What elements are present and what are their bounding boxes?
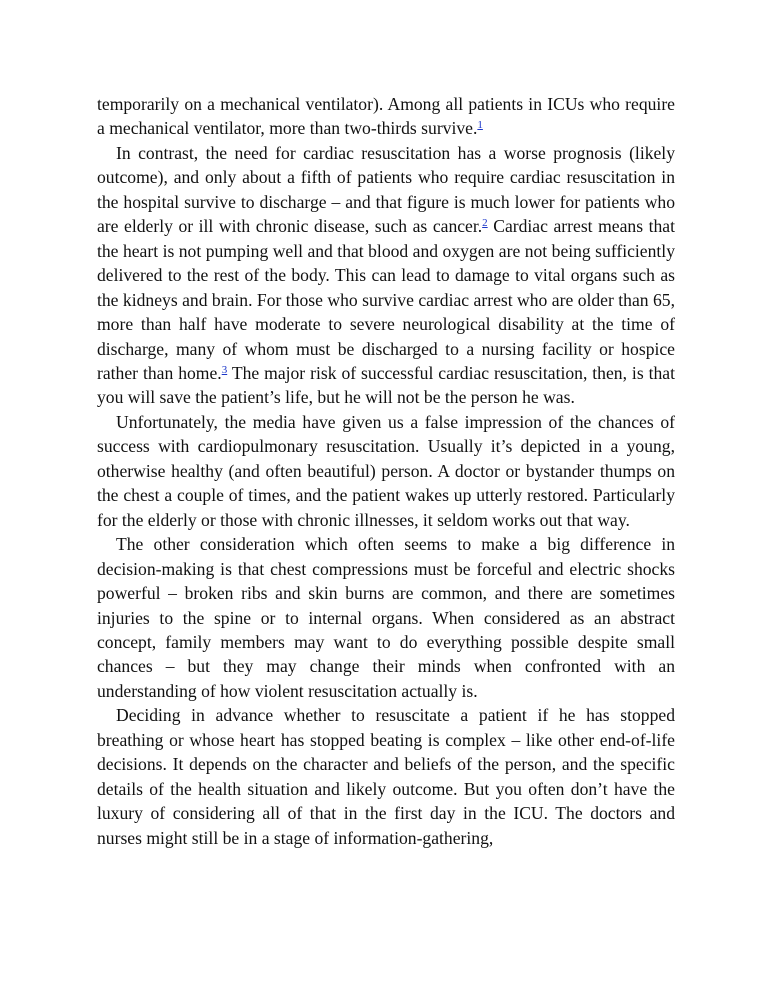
footnote-link-3[interactable]: 3 xyxy=(221,363,228,376)
paragraph-2 xyxy=(97,141,675,410)
footnote-ref-1 xyxy=(477,119,483,131)
paragraph-text: Cardiac arrest means that the heart is not pumping well and that blood and oxygen are not being sufficiently delivered to the rest of the body. This can lead to damage to vital organs such as the kidneys and brain. For those who survive cardiac arrest who are older than 65, more than half have moderate to severe neurological disability at the time of discharge, many of whom must be discharged to a nursing facility or hospice rather than home. xyxy=(97,216,675,383)
paragraph-text: temporarily on a mechanical ventilator). Among all patients in ICUs who require a mechanical ventilator, more than two-thirds survive. xyxy=(97,94,675,139)
paragraph-5 xyxy=(97,703,675,850)
paragraph-text: Deciding in advance whether to resuscitate a patient if he has stopped breathing or whose heart has stopped beating is complex – like other end-of-life decisions. It depends on the character and beliefs of the person, and the specific details of the health situation and likely outcome. But you often don’t have the luxury of considering all of that in the first day in the ICU. The doctors and nurses might still be in a stage of information-gathering, xyxy=(97,705,675,848)
paragraph-text: In contrast, the need for cardiac resuscitation has a worse prognosis (likely outcome), and only about a fifth of patients who require cardiac resuscitation in the hospital survive to discharge – and that figure is much lower for patients who are elderly or ill with chronic disease, such as cancer. xyxy=(97,142,675,237)
paragraph-4 xyxy=(97,532,675,703)
paragraph-1 xyxy=(97,92,675,141)
paragraph-text: The major risk of successful cardiac resuscitation, then, is that you will save the patient’s life, but he will not be the person he was. xyxy=(97,362,675,408)
paragraph-3 xyxy=(97,410,675,532)
paragraph-text: The other consideration which often seems to make a big difference in decision-making is that chest compressions must be forceful and electric shocks powerful – broken ribs and skin burns are common, and there are sometimes injuries to the spine or to internal organs. When considered as an abstract concept, family members may want to do everything possible despite small chances – but they may change their minds when confronted with an understanding of how violent resuscitation actually is. xyxy=(97,534,675,701)
page-body xyxy=(97,92,675,850)
footnote-link-2[interactable]: 2 xyxy=(482,217,488,230)
paragraph-text: Unfortunately, the media have given us a false impression of the chances of success with cardiopulmonary resuscitation. Usually it’s depicted in a young, otherwise healthy (and often beautiful) person. A doctor or bystander thumps on the chest a couple of times, and the patient wakes up utterly restored. Particularly for the elderly or those with chronic illnesses, it seldom works out that way. xyxy=(97,411,675,530)
footnote-link-1[interactable]: 1 xyxy=(477,119,483,132)
